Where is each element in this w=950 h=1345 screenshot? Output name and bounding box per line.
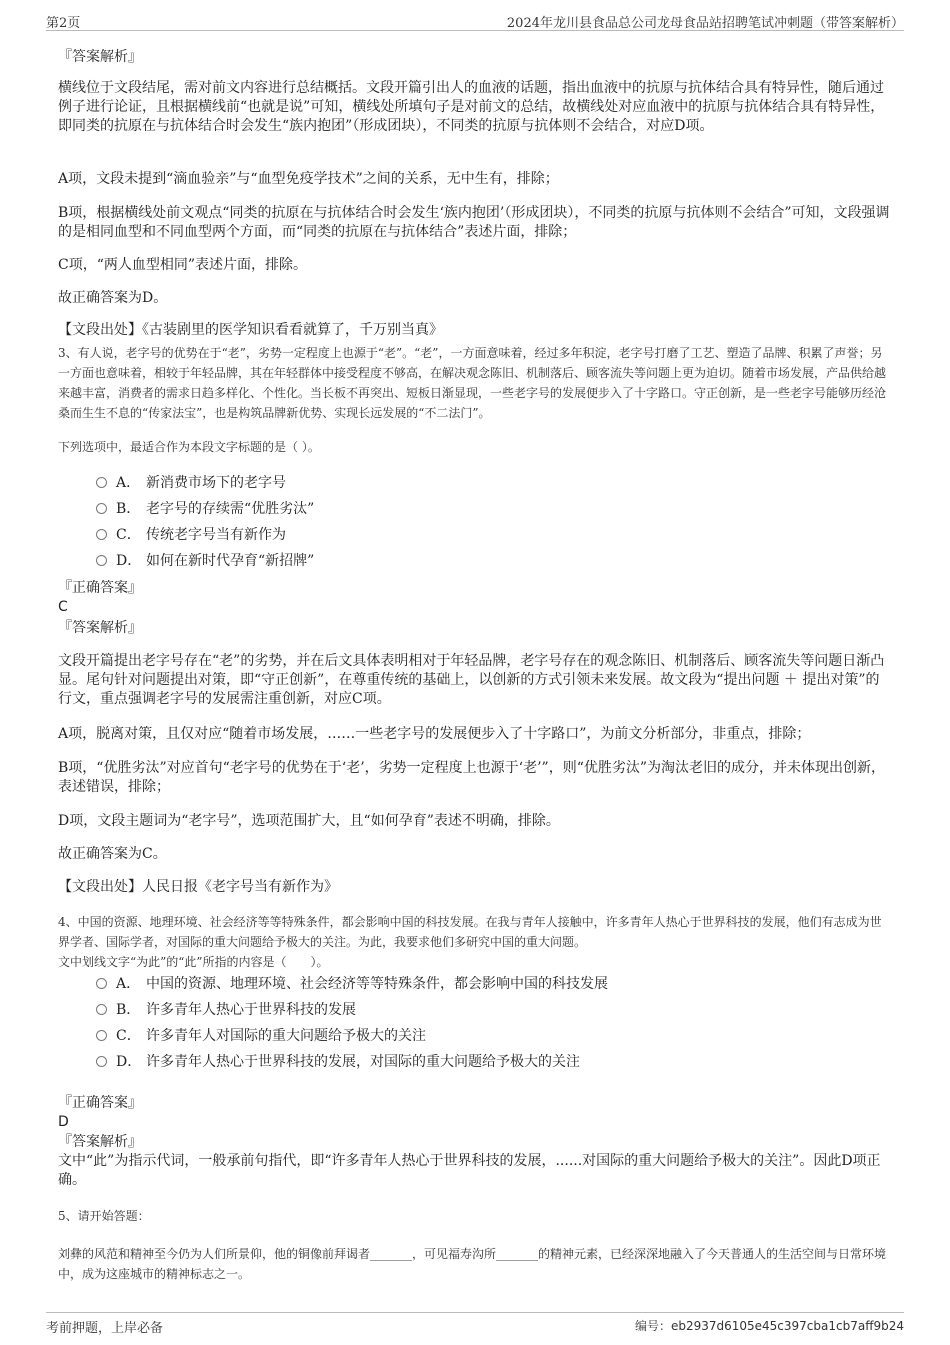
q4-analysis-paragraph: 文中“此”为指示代词，一般承前句指代，即“许多青年人热心于世界科技的发展，......对国际的重大问题给予极大的关注”。因此D项正确。: [58, 1153, 881, 1188]
q3-conclusion: 故正确答案为C。: [58, 846, 167, 862]
q4-question: 文中划线文字“为此”的“此”所指的内容是（ ）。: [58, 955, 329, 969]
radio-icon[interactable]: [96, 1004, 107, 1015]
radio-icon[interactable]: [96, 529, 107, 540]
q4-passage: 4、中国的资源、地理环境、社会经济等等特殊条件，都会影响中国的科技发展。在我与青年人接触中，许多青年人热心于世界科技的发展，他们有志成为世界学者、国际学者，对国际的重大问题给予极大的关注。为此，我要求他们多研究中国的重大问题。: [58, 915, 882, 949]
q2-option-b-analysis: B项，根据横线处前文观点“同类的抗原在与抗体结合时会发生‘族内抱团’（形成团块），不同类的抗原与抗体则不会结合”可知，文段强调的是相同血型和不同血型两个方面，而“同类的抗原在与抗体结合”表述片面，排除；: [58, 205, 890, 240]
q3-option-d-analysis: D项，文段主题词为“老字号”，选项范围扩大，且“如何孕育”表述不明确，排除。: [58, 813, 560, 829]
footer-serial: 编号：eb2937d6105e45c397cba1cb7aff9b24: [634, 1319, 904, 1333]
radio-icon[interactable]: [96, 1030, 107, 1041]
q3-source: 【文段出处】人民日报《老字号当有新作为》: [58, 879, 338, 895]
q2-option-a-analysis: A项，文段未提到“滴血验亲”与“血型免疫学技术”之间的关系，无中生有，排除；: [58, 171, 559, 187]
q5-passage: 刘彝的风范和精神至今仍为人们所景仰，他的铜像前拜谒者_______，可见福寿沟所_______的精神元素，已经深深地融入了今天普通人的生活空间与日常环境中，成为这座城市的精神标志之一。: [58, 1247, 887, 1281]
document-title: 2024年龙川县食品总公司龙母食品站招聘笔试冲刺题（带答案解析）: [506, 16, 904, 31]
q4-answer-label: 『正确答案』: [58, 1095, 142, 1111]
radio-icon[interactable]: [96, 555, 107, 566]
page-number: 第2页: [46, 16, 81, 31]
q4-option-c[interactable]: C． 许多青年人对国际的重大问题给予极大的关注: [96, 1027, 426, 1045]
q3-analysis-paragraph: 文段开篇提出老字号存在“老”的劣势，并在后文具体表明相对于年轻品牌，老字号存在的观念陈旧、机制落后、顾客流失等问题日渐凸显。尾句针对问题提出对策，即“守正创新”，在尊重传统的基础上，以创新的方式引领未来发展。故文段为“提出问题 ＋ 提出对策”的行文，重点强调老字号的发展需注重创新，对应C项。: [58, 653, 885, 707]
q4-option-d[interactable]: D． 许多青年人热心于世界科技的发展，对国际的重大问题给予极大的关注: [96, 1053, 580, 1071]
q3-answer-label: 『正确答案』: [58, 580, 142, 596]
q3-passage: 3、有人说，老字号的优势在于“老”，劣势一定程度上也源于“老”。“老”，一方面意味着，经过多年积淀，老字号打磨了工艺、塑造了品牌、积累了声誉；另一方面也意味着，相较于年轻品牌，其在年轻群体中接受程度不够高，在解决观念陈旧、机制落后、顾客流失等问题上更为迫切。随着市场发展，产品供给越来越丰富，消费者的需求日趋多样化、个性化。当长板不再突出、短板日渐显现，一些老字号的发展便步入了十字路口。守正创新，是一些老字号能够历经沧桑而生生不息的“传家法宝”，也是构筑品牌新优势、实现长远发展的“不二法门”。: [58, 346, 887, 420]
q4-analysis-label: 『答案解析』: [58, 1134, 142, 1150]
q3-question: 下列选项中，最适合作为本段文字标题的是（ ）。: [58, 440, 320, 454]
q2-analysis-paragraph: 横线位于文段结尾，需对前文内容进行总结概括。文段开篇引出人的血液的话题，指出血液中的抗原与抗体结合具有特异性，随后通过例子进行论证，且根据横线前“也就是说”可知，横线处所填句子是对前文的总结，故横线处对应血液中的抗原与抗体结合具有特异性，即同类的抗原在与抗体结合时会发生“族内抱团”（形成团块），不同类的抗原与抗体则不会结合，对应D项。: [58, 80, 885, 134]
q4-option-a[interactable]: A． 中国的资源、地理环境、社会经济等等特殊条件，都会影响中国的科技发展: [96, 975, 608, 993]
q2-option-c-analysis: C项，“两人血型相同”表述片面，排除。: [58, 257, 308, 273]
q3-option-b[interactable]: B． 老字号的存续需“优胜劣汰”: [96, 500, 314, 518]
q2-source: 【文段出处】《古装剧里的医学知识看看就算了，千万别当真》: [58, 322, 443, 338]
q3-option-c[interactable]: C． 传统老字号当有新作为: [96, 526, 286, 544]
q2-conclusion: 故正确答案为D。: [58, 290, 168, 306]
q3-option-d[interactable]: D． 如何在新时代孕育“新招牌”: [96, 552, 314, 570]
q3-option-b-analysis: B项，“优胜劣汰”对应首句“老字号的优势在于‘老’，劣势一定程度上也源于‘老’”，则“优胜劣汰”为淘汰老旧的成分，并未体现出创新，表述错误，排除；: [58, 760, 886, 795]
q4-answer: D: [58, 1114, 69, 1130]
q5-intro: 5、请开始答题：: [58, 1209, 150, 1223]
page-header: [46, 10, 904, 31]
q3-option-a-analysis: A项，脱离对策，且仅对应“随着市场发展，……一些老字号的发展便步入了十字路口”，为前文分析部分，非重点，排除；: [58, 726, 811, 742]
footer-slogan: 考前押题，上岸必备: [46, 1321, 164, 1336]
radio-icon[interactable]: [96, 978, 107, 989]
q3-answer: C: [58, 599, 68, 615]
radio-icon[interactable]: [96, 1056, 107, 1067]
q4-option-b[interactable]: B． 许多青年人热心于世界科技的发展: [96, 1001, 356, 1019]
radio-icon[interactable]: [96, 477, 107, 488]
q2-analysis-label: 『答案解析』: [58, 49, 142, 65]
radio-icon[interactable]: [96, 503, 107, 514]
page-footer: [46, 1312, 904, 1337]
q3-analysis-label: 『答案解析』: [58, 620, 142, 636]
q3-option-a[interactable]: A． 新消费市场下的老字号: [96, 474, 286, 492]
